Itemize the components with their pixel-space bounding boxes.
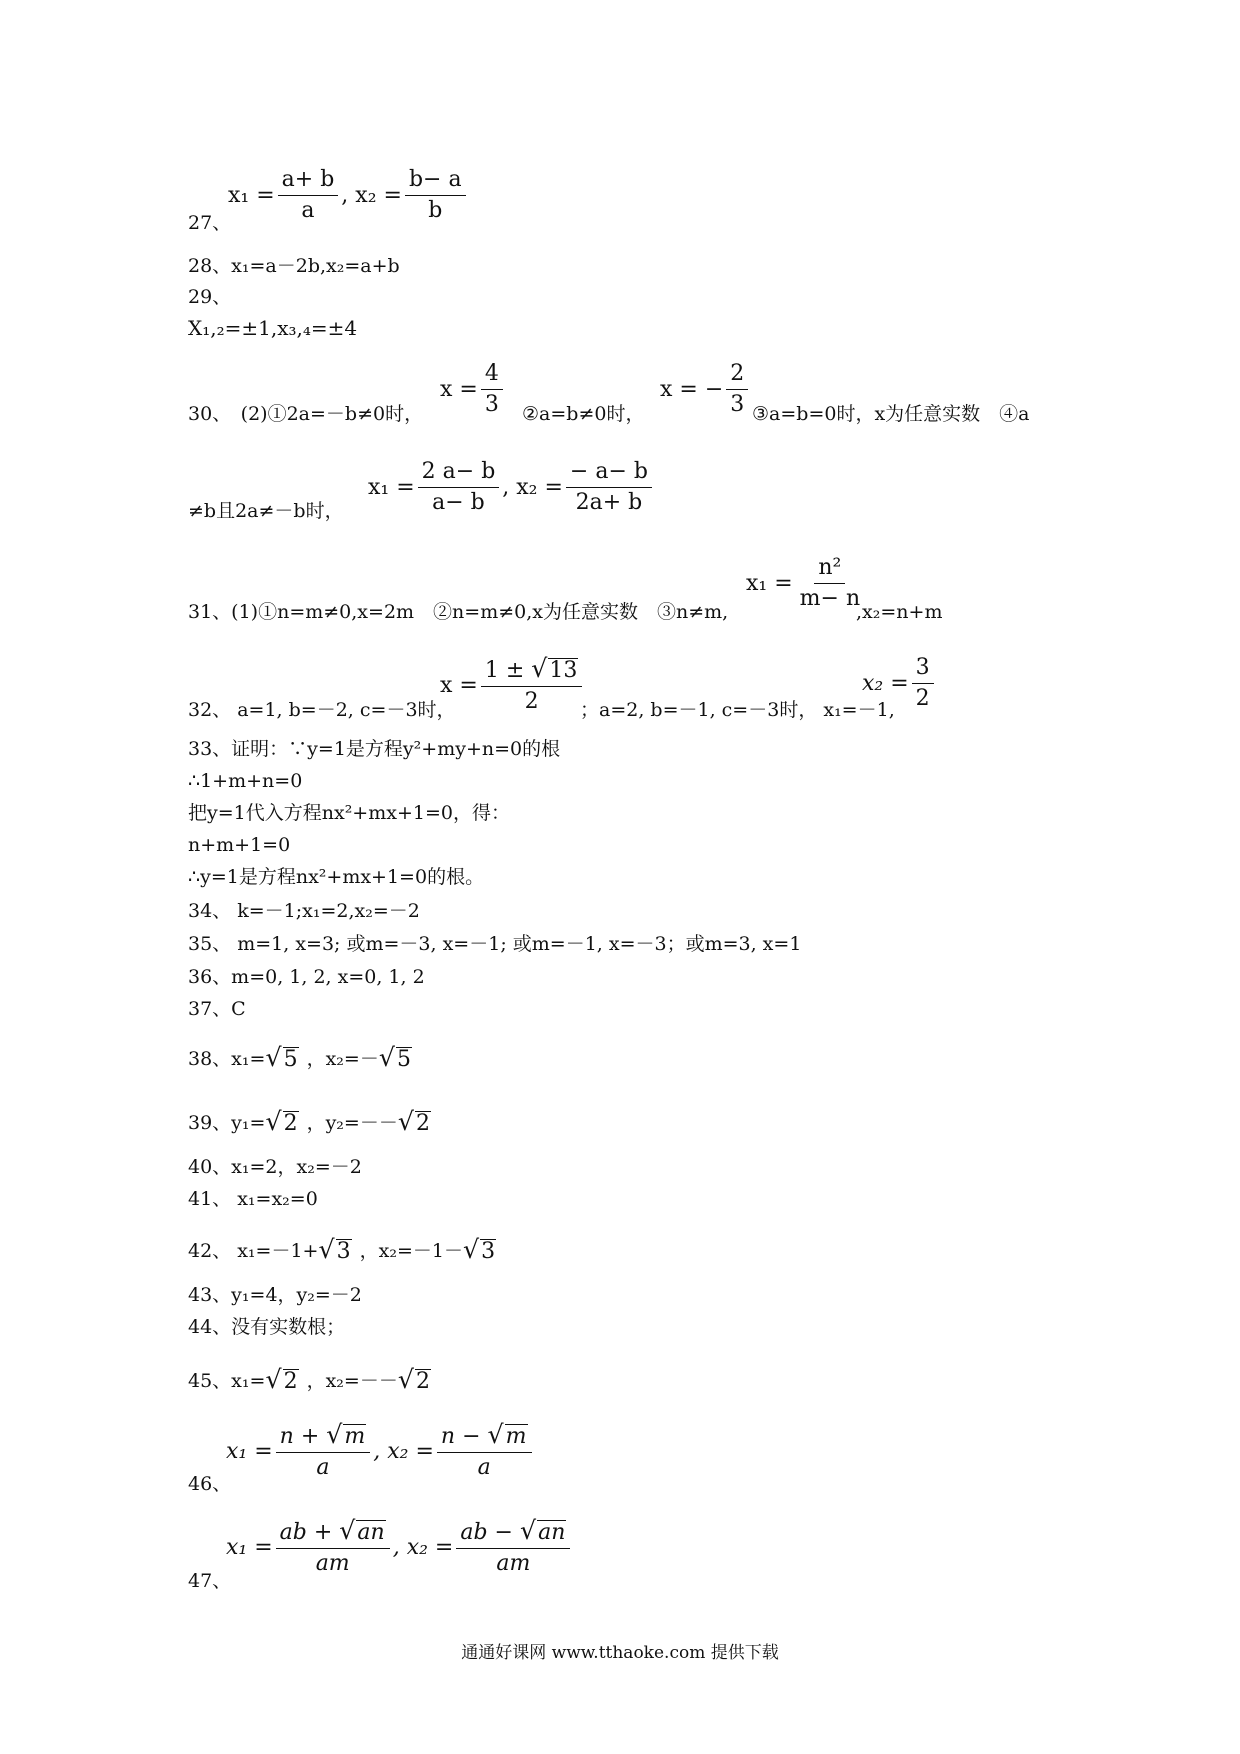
sqrt-symbol: √ — [326, 1420, 343, 1449]
item-30-part1: 30、 (2)①2a=－b≠0时， — [188, 403, 424, 425]
item-30-part2: ②a=b≠0时， — [522, 403, 645, 425]
item-32-part1: 32、 a=1, b=－2, c=－3时， — [188, 699, 456, 721]
item-42 — [188, 1236, 496, 1263]
sqrt-radicand: 13 — [549, 658, 578, 683]
eq-30-roots-x2: , x₂ = — [502, 475, 563, 501]
item-29: 29、 — [188, 286, 232, 308]
sqrt-icon — [488, 1422, 528, 1448]
eq-30-den1: 3 — [484, 392, 499, 418]
sqrt-symbol: √ — [318, 1234, 335, 1264]
eq-46-x2: , x₂ = — [373, 1438, 434, 1464]
eq-27-den2: b — [428, 198, 443, 224]
item-30-part3: ③a=b=0时，x为任意实数 ④a — [752, 403, 1030, 425]
sqrt-icon — [462, 1234, 496, 1264]
eq-32-one-pm: 1 ± — [484, 658, 525, 683]
item-32-part2: ；a=2, b=－1, c=－3时， x₁=－1, — [580, 699, 895, 721]
item-38-part1: 38、x₁= — [188, 1048, 266, 1070]
item-43: 43、y₁=4，y₂=－2 — [188, 1284, 362, 1306]
eq-30-x-neg-two-thirds — [660, 362, 751, 417]
eq-30-x-four-thirds — [440, 362, 506, 417]
sqrt-symbol: √ — [265, 1106, 282, 1136]
item-35: 35、 m=1, x=3; 或m=－3, x=－1; 或m=－1, x=－3；或m=3, x=1 — [188, 933, 802, 955]
item-45 — [188, 1366, 431, 1393]
item-41: 41、 x₁=x₂=0 — [188, 1188, 318, 1210]
sqrt-radicand: m — [344, 1424, 366, 1449]
eq-46-num1 — [276, 1422, 371, 1453]
sqrt-symbol: √ — [397, 1364, 414, 1394]
item-37: 37、C — [188, 998, 246, 1020]
item-33-step3: n+m+1=0 — [188, 834, 291, 856]
eq-27-den1: a — [301, 198, 315, 224]
item-45-part2: ，x₂=－－ — [306, 1370, 398, 1392]
eq-27-num1: a+ b — [278, 168, 339, 196]
item-45-part1: 45、x₁= — [188, 1370, 266, 1392]
sqrt-radicand: 5 — [283, 1046, 298, 1072]
item-36: 36、m=0, 1, 2, x=0, 1, 2 — [188, 966, 425, 988]
sqrt-icon — [397, 1364, 431, 1394]
page-footer: 通通好课网 www.tthaoke.com 提供下载 — [461, 1643, 779, 1663]
eq-30-roots-den1: a− b — [432, 490, 485, 516]
sqrt-radicand: 3 — [336, 1238, 351, 1264]
eq-31-num: n² — [814, 556, 845, 584]
item-34: 34、 k=－1;x₁=2,x₂=－2 — [188, 900, 420, 922]
eq-47-frac2 — [456, 1518, 570, 1576]
eq-47-num2 — [456, 1518, 570, 1549]
eq-30-frac2 — [726, 362, 748, 417]
item-31-part1: 31、(1)①n=m≠0,x=2m ②n=m≠0,x为任意实数 ③n≠m, — [188, 601, 729, 623]
eq-46-den1: a — [316, 1455, 330, 1481]
sqrt-symbol: √ — [378, 1042, 395, 1072]
sqrt-icon — [265, 1364, 298, 1394]
eq-47-x2: , x₂ = — [392, 1534, 454, 1560]
eq-46-frac1 — [276, 1422, 371, 1480]
sqrt-symbol: √ — [520, 1516, 537, 1545]
eq-30-roots-num2: − a− b — [566, 460, 652, 488]
eq-30-roots-den2: 2a+ b — [575, 490, 643, 516]
eq-30-roots-x1: x₁ = — [368, 475, 415, 501]
sqrt-radicand: 3 — [481, 1238, 496, 1264]
sqrt-symbol: √ — [531, 654, 548, 683]
eq-30-xneg-label: x = − — [660, 377, 724, 403]
sqrt-symbol: √ — [397, 1106, 414, 1136]
sqrt-icon — [318, 1234, 351, 1264]
sqrt-icon — [265, 1106, 298, 1136]
sqrt-symbol: √ — [339, 1516, 356, 1545]
sqrt-icon — [326, 1422, 366, 1448]
sqrt-radicand: an — [357, 1520, 385, 1545]
eq-46-frac2 — [437, 1422, 532, 1480]
eq-30-roots-frac1 — [418, 460, 500, 515]
eq-47-ab-minus: ab − — [460, 1520, 513, 1545]
item-39 — [188, 1108, 431, 1135]
sqrt-radicand: 5 — [396, 1046, 411, 1072]
sqrt-radicand: m — [505, 1424, 527, 1449]
eq-32-frac — [481, 656, 583, 714]
eq-30-roots — [368, 460, 655, 515]
sqrt-icon — [520, 1518, 566, 1544]
eq-27 — [228, 168, 469, 223]
eq-31-frac — [796, 556, 864, 611]
item-38 — [188, 1044, 412, 1071]
item-33-step1: ∴1+m+n=0 — [188, 770, 303, 792]
item-42-part2: ，x₂=－1－ — [359, 1240, 463, 1262]
eq-27-frac2 — [405, 168, 466, 223]
eq-47-den1: am — [315, 1551, 350, 1577]
eq-31-den: m− n — [799, 586, 861, 612]
eq-30-num2: 2 — [726, 362, 748, 390]
item-33: 33、证明：∵y=1是方程y²+my+n=0的根 — [188, 738, 561, 760]
eq-27-x1-label: x₁ = — [228, 183, 275, 209]
item-47: 47、 — [188, 1570, 232, 1592]
eq-47-ab-plus: ab + — [279, 1520, 333, 1545]
sqrt-icon — [339, 1518, 385, 1544]
item-44: 44、没有实数根； — [188, 1316, 346, 1338]
sqrt-symbol: √ — [265, 1364, 282, 1394]
item-27: 27、 — [188, 212, 232, 234]
eq-31 — [746, 556, 867, 611]
eq-47-x1: x₁ = — [226, 1534, 273, 1560]
sqrt-radicand: 2 — [283, 1368, 298, 1394]
item-39-part2: ，y₂=－－ — [306, 1112, 398, 1134]
eq-30-roots-num1: 2 a− b — [418, 460, 500, 488]
sqrt-radicand: 2 — [415, 1368, 430, 1394]
eq-27-num2: b− a — [405, 168, 466, 196]
item-39-part1: 39、y₁= — [188, 1112, 266, 1134]
eq-27-frac1 — [278, 168, 339, 223]
eq-32-x2-frac — [912, 656, 934, 711]
eq-32-x2-label: x₂ = — [862, 671, 909, 697]
item-46: 46、 — [188, 1473, 232, 1495]
sqrt-radicand: an — [538, 1520, 566, 1545]
eq-47 — [226, 1518, 573, 1576]
eq-32-x2 — [862, 656, 937, 711]
eq-27-x2-label: , x₂ = — [341, 183, 402, 209]
eq-30-num1: 4 — [481, 362, 503, 390]
eq-32-x — [440, 656, 585, 714]
sqrt-icon — [265, 1042, 298, 1072]
eq-46 — [226, 1422, 535, 1480]
sqrt-radicand: 2 — [415, 1110, 430, 1136]
item-30-part4: ≠b且2a≠－b时， — [188, 500, 344, 522]
item-40: 40、x₁=2，x₂=－2 — [188, 1156, 362, 1178]
eq-30-frac1 — [481, 362, 503, 417]
eq-46-num2 — [437, 1422, 532, 1453]
eq-30-roots-frac2 — [566, 460, 652, 515]
eq-31-x1: x₁ = — [746, 571, 793, 597]
eq-32-x2-den: 2 — [915, 686, 930, 712]
eq-46-den2: a — [477, 1455, 491, 1481]
eq-30-den2: 3 — [730, 392, 745, 418]
eq-46-x1: x₁ = — [226, 1438, 273, 1464]
eq-32-x2-num: 3 — [912, 656, 934, 684]
item-28: 28、x₁=a－2b,x₂=a+b — [188, 255, 400, 277]
sqrt-symbol: √ — [265, 1042, 282, 1072]
sqrt-symbol: √ — [462, 1234, 480, 1264]
eq-47-frac1 — [276, 1518, 390, 1576]
item-33-step2: 把y=1代入方程nx²+mx+1=0，得： — [188, 802, 510, 824]
item-38-part2: ，x₂=－ — [306, 1048, 379, 1070]
item-29-answer: X₁,₂=±1,x₃,₄=±4 — [188, 316, 358, 340]
sqrt-icon — [531, 656, 578, 682]
eq-32-x-label: x = — [440, 672, 478, 698]
item-33-step4: ∴y=1是方程nx²+mx+1=0的根。 — [188, 866, 485, 888]
sqrt-symbol: √ — [487, 1420, 504, 1449]
eq-32-num — [481, 656, 583, 687]
eq-46-n-minus: n − — [440, 1424, 481, 1449]
sqrt-icon — [397, 1106, 431, 1136]
sqrt-icon — [378, 1042, 412, 1072]
eq-47-num1 — [276, 1518, 390, 1549]
eq-32-den: 2 — [524, 689, 539, 715]
sqrt-radicand: 2 — [283, 1110, 298, 1136]
eq-46-n-plus: n + — [279, 1424, 320, 1449]
eq-47-den2: am — [496, 1551, 531, 1577]
item-31-part2: ,x₂=n+m — [856, 601, 943, 623]
item-42-part1: 42、 x₁=－1+ — [188, 1240, 319, 1262]
eq-30-x-label: x = — [440, 377, 478, 403]
